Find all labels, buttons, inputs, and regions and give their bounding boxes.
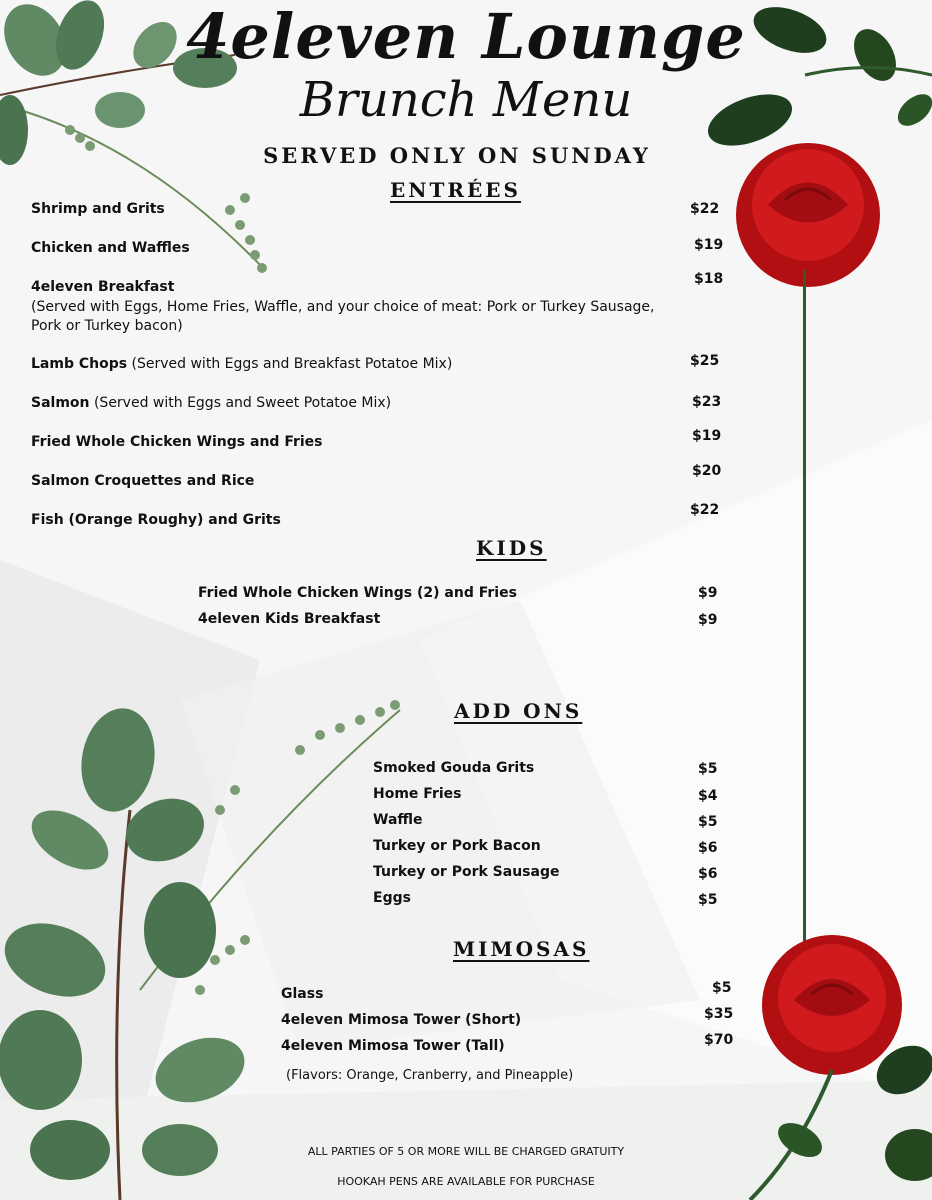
addon-item: Waffle <box>373 812 423 828</box>
eucalyptus-branch-icon <box>0 690 420 1200</box>
entree-item <box>31 512 281 528</box>
mimosa-item: 4eleven Mimosa Tower (Short) <box>281 1012 522 1028</box>
addon-price: $6 <box>698 866 718 882</box>
entree-item <box>31 434 323 450</box>
rose-stem <box>803 270 806 960</box>
mimosa-price: $5 <box>712 980 732 996</box>
addon-price: $4 <box>698 788 718 804</box>
kids-price: $9 <box>698 585 718 601</box>
addon-item: Turkey or Pork Bacon <box>373 838 541 854</box>
kids-item: 4eleven Kids Breakfast <box>198 611 381 627</box>
menu-subtitle: Brunch Menu <box>299 72 633 128</box>
mimosa-item: Glass <box>281 986 324 1002</box>
hookah-notice: HOOKAH PENS ARE AVAILABLE FOR PURCHASE <box>337 1175 595 1188</box>
section-heading-kids: KIDS <box>476 536 547 560</box>
mimosa-flavors-note: (Flavors: Orange, Cranberry, and Pineapple) <box>286 1068 574 1083</box>
entree-name: Salmon <box>31 395 90 411</box>
entree-name: Fried Whole Chicken Wings and Fries <box>31 434 323 450</box>
entree-item <box>31 473 254 489</box>
entree-item <box>31 395 391 411</box>
addon-item: Eggs <box>373 890 411 906</box>
gratuity-notice: ALL PARTIES OF 5 OR MORE WILL BE CHARGED GRATUITY <box>307 1145 625 1158</box>
section-heading-mimosas: MIMOSAS <box>453 937 590 961</box>
entree-description: (Served with Eggs and Sweet Potatoe Mix) <box>93 395 392 411</box>
entree-item <box>31 279 174 295</box>
page-title: 4eleven Lounge <box>186 0 746 73</box>
addon-price: $5 <box>698 892 718 908</box>
addon-item: Turkey or Pork Sausage <box>373 864 560 880</box>
addon-item: Home Fries <box>373 786 462 802</box>
entree-name: Lamb Chops <box>31 356 128 372</box>
entree-name: Chicken and Waffles <box>31 240 190 256</box>
mimosa-price: $70 <box>704 1032 734 1048</box>
entree-price: $22 <box>690 502 720 518</box>
entree-price: $25 <box>690 353 720 369</box>
served-tagline: SERVED ONLY ON SUNDAY <box>263 143 651 168</box>
section-heading-add-ons: ADD ONS <box>454 699 583 723</box>
entree-name: Shrimp and Grits <box>31 201 165 217</box>
entree-item <box>31 240 190 256</box>
entree-name: Salmon Croquettes and Rice <box>31 473 255 489</box>
entree-price: $19 <box>692 428 722 444</box>
rose-icon <box>740 930 932 1200</box>
entree-description: (Served with Eggs, Home Fries, Waffle, and your choice of meat: Pork or Turkey Sausage, Pork or Turkey bacon) <box>31 299 655 334</box>
entree-price: $19 <box>694 237 724 253</box>
addon-price: $5 <box>698 761 718 777</box>
entree-price: $23 <box>692 394 722 410</box>
entree-price: $20 <box>692 463 722 479</box>
entree-price: $22 <box>690 201 720 217</box>
entree-price: $18 <box>694 271 724 287</box>
entree-item <box>31 201 165 217</box>
entree-name: 4eleven Breakfast <box>31 279 175 295</box>
addon-item: Smoked Gouda Grits <box>373 760 535 776</box>
entree-item <box>31 356 452 372</box>
addon-price: $5 <box>698 814 718 830</box>
kids-price: $9 <box>698 612 718 628</box>
kids-item: Fried Whole Chicken Wings (2) and Fries <box>198 585 517 601</box>
entree-name: Fish (Orange Roughy) and Grits <box>31 512 281 528</box>
section-heading-entrees: ENTRÉES <box>390 178 521 202</box>
mimosa-price: $35 <box>704 1006 734 1022</box>
entree-description: (Served with Eggs and Breakfast Potatoe Mix) <box>131 356 453 372</box>
mimosa-item: 4eleven Mimosa Tower (Tall) <box>281 1038 505 1054</box>
addon-price: $6 <box>698 840 718 856</box>
